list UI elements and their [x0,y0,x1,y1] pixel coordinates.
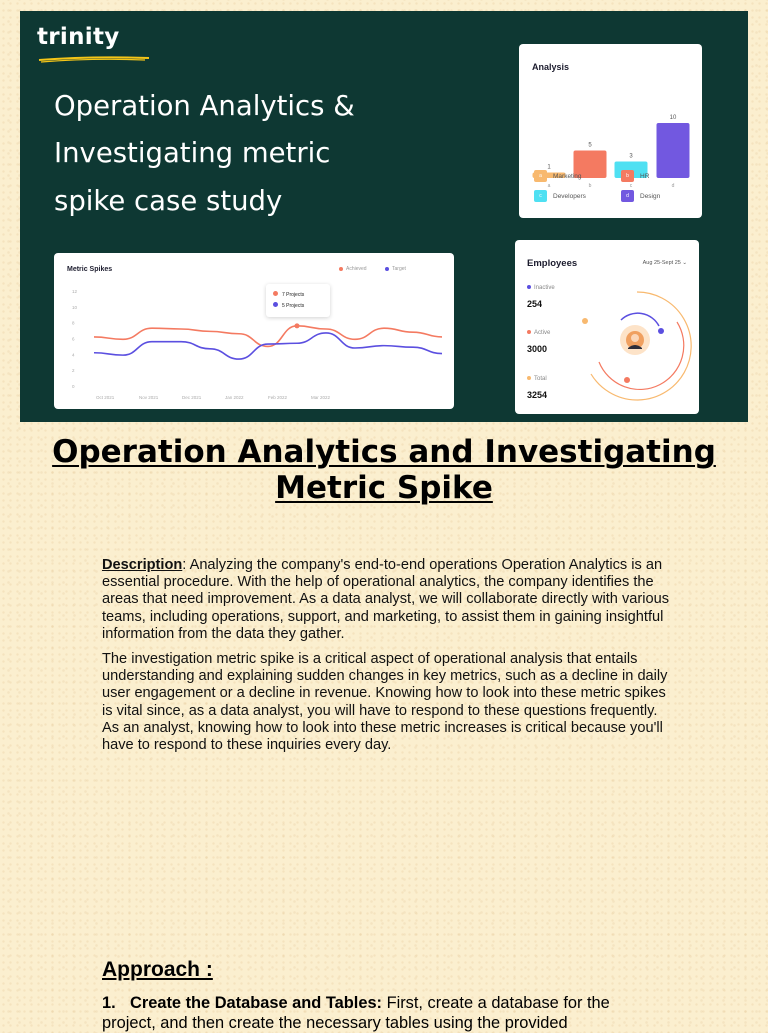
analysis-card-title: Analysis [532,62,570,72]
x-tick-label: Dec 2021 [182,395,202,400]
x-tick-label: Nov 2021 [139,395,159,400]
stat-active-value: 3000 [527,344,548,354]
avatar-face-icon [631,334,639,342]
step-text: First, create a database for the project, and then create the necessary tables using the provided [102,994,610,1032]
logo-underline-icon [37,55,152,63]
description-label: Description [102,557,183,573]
paragraph-2: The investigation metric spike is a critical aspect of operational analysis that entails understanding and explaining sudden changes in key metrics, such as a decline in daily user engagement or a decline in revenue. Knowing how to look into these metric spikes is vital since, as a data analyst, you will have to respond to these questions frequently. As an analyst, knowing how to look into these metric increases is critical because you'll have to respond to these inquiries every day. [102,651,668,754]
tooltip-achieved-label: 7 Projects [282,292,305,298]
banner-title-line: spike case study [54,184,283,217]
legend-label: Marketing [553,172,582,180]
banner-title [54,83,355,225]
x-tick-label: Feb 2022 [268,395,288,400]
step-number: 1. [102,994,116,1012]
stat-inactive-value: 254 [527,299,543,309]
active-dot-icon [527,330,531,334]
bar-value-label: 1 [547,164,551,171]
stat-active-label-row [527,330,550,336]
chevron-down-icon: ⌄ [682,260,687,266]
legend-item [621,190,660,202]
approach-step-1 [102,993,662,1033]
y-tick-label: 2 [72,368,75,374]
bar-category-label: b [588,183,592,189]
bar-category-label: a [547,183,551,189]
y-tick-label: 6 [72,336,75,342]
inactive-orbit-arc [621,313,659,326]
x-tick-label: Oct 2021 [96,395,115,400]
stat-inactive-label-row [527,285,555,291]
banner-title-line: Investigating metric [54,137,331,170]
bar-value-label: 5 [588,142,592,149]
legend-swatch-icon: a [534,170,547,182]
inactive-dot-icon [527,285,531,289]
page-title: Operation Analytics and Investigating Metric Spike [52,434,716,506]
inactive-orbit-dot [658,328,664,334]
description-section [102,557,672,762]
date-range-label: Aug 25-Sept 25 [642,260,681,266]
approach-heading: Approach : [102,958,213,981]
legend-item [534,190,586,202]
y-tick-label: 0 [72,384,75,389]
bar [657,123,690,178]
x-tick-label: Jan 2022 [225,395,244,400]
y-tick-label: 8 [72,320,75,326]
metric-line-chart [54,253,454,409]
active-orbit-dot [624,377,630,383]
y-tick-label: 12 [72,289,78,294]
employees-orbit-chart [577,286,697,406]
analysis-bar-chart [519,80,702,200]
total-dot-icon [527,376,531,380]
bar-category-label: d [671,183,675,189]
legend-item [534,170,582,182]
legend-label: HR [640,172,650,180]
stat-label: Active [534,330,551,336]
total-orbit-dot [582,318,588,324]
banner-title-line: Operation Analytics & [54,90,355,122]
legend-item [621,170,649,182]
analysis-card [519,44,702,218]
y-tick-label: 4 [72,352,75,358]
description-text: : Analyzing the company's end-to-end operations Operation Analytics is an essential procedure. With the help of operational analytics, the company identifies the areas that need improvement. As a data analyst, we will collaborate directly with various teams, including operations, support, and marketing, to assist them in gaining insightful information from the data they gather. [102,557,670,642]
legend-label: Achieved [346,266,367,272]
y-tick-label: 10 [72,304,78,310]
chart-tooltip [266,284,330,317]
legend-swatch-icon: d [621,190,634,202]
bar-category-label: c [629,183,633,189]
employees-card-title: Employees [527,258,578,269]
metric-spikes-card [54,253,454,409]
date-range-select[interactable] [643,260,687,266]
tooltip-target-label: 5 Projects [282,303,305,309]
hero-banner [20,11,748,422]
highlight-point [295,323,300,328]
legend-swatch-icon: b [621,170,634,182]
tooltip-row [273,291,304,298]
metric-spikes-title: Metric Spikes [67,266,113,273]
tooltip-row [273,302,304,309]
x-tick-label: Mar 2022 [311,395,331,400]
trinity-logo: trinity [37,24,120,50]
legend-label: Target [392,266,406,272]
bar-value-label: 3 [629,153,633,160]
legend-label: Developers [553,192,586,200]
stat-total-value: 3254 [527,390,548,400]
legend-swatch-icon: c [534,190,547,202]
description-paragraph [102,557,672,643]
target-dot-icon [273,302,278,307]
stat-label: Total [534,376,547,382]
employees-card [515,240,699,414]
achieved-dot-icon [273,291,278,296]
stat-label: Inactive [534,285,555,291]
stat-total-label-row [527,376,547,382]
step-title: Create the Database and Tables: [130,994,383,1012]
legend-label: Design [640,192,661,200]
bar-value-label: 10 [669,115,677,121]
